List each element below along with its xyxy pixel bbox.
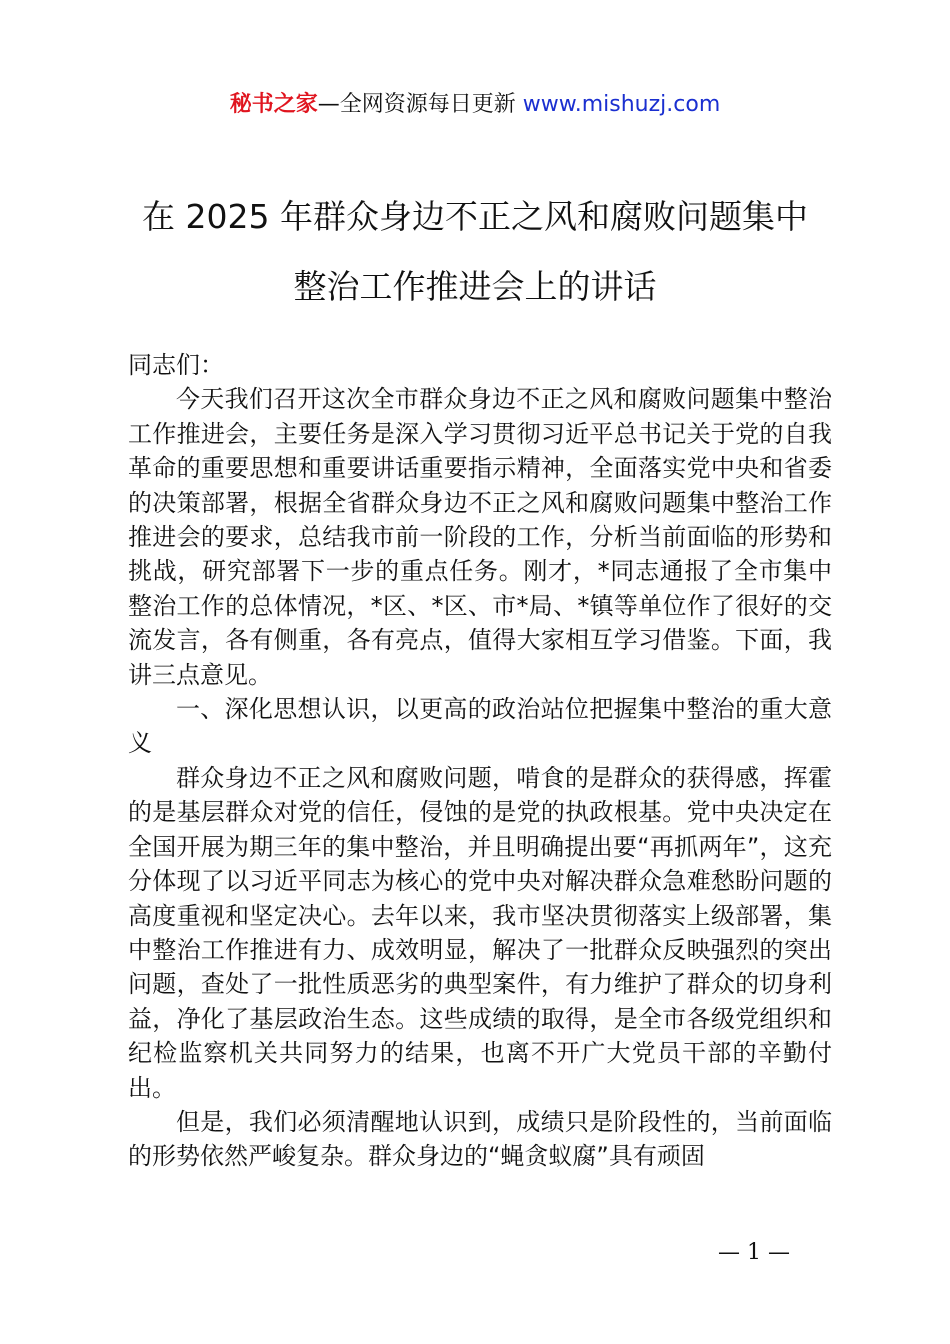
section-heading: 一、深化思想认识，以更高的政治站位把握集中整治的重大意义 — [128, 695, 832, 758]
title-line-2: 整治工作推进会上的讲话 — [293, 267, 657, 306]
site-url-link[interactable]: www.mishuzj.com — [522, 92, 721, 117]
page-number-footer — [0, 1240, 950, 1265]
paragraph: 但是，我们必须清醒地认识到，成绩只是阶段性的，当前面临的形势依然严峻复杂。群众身边的“蝇贪蚁腐”具有顽固 — [128, 1107, 832, 1171]
page-number: — 1 — — [718, 1240, 790, 1265]
paragraph: 群众身边不正之风和腐败问题，啃食的是群众的获得感，挥霍的是基层群众对党的信任，侵蚀的是党的执政根基。党中央决定在全国开展为期三年的集中整治，并且明确提出要“再抓两年”，这充分体现了以习近平同志为核心的党中央对解决群众急难愁盼问题的高度重视和坚定决心。去年以来，我市坚决贯彻落实上级部署，集中整治工作推进有力、成效明显，解决了一批群众反映强烈的突出问题，查处了一批性质恶劣的典型案件，有力维护了群众的切身利益，净化了基层政治生态。这些成绩的取得，是全市各级党组织和纪检监察机关共同努力的结果，也离不开广大党员干部的辛勤付出。 — [128, 763, 832, 1102]
title-line-1: 在 2025 年群众身边不正之风和腐败问题集中 — [142, 197, 808, 236]
site-header — [0, 90, 950, 120]
header-tagline: —全网资源每日更新 — [317, 92, 523, 117]
salutation: 同志们： — [128, 351, 224, 379]
paragraph: 今天我们召开这次全市群众身边不正之风和腐败问题集中整治工作推进会，主要任务是深入学习贯彻习近平总书记关于党的自我革命的重要思想和重要讲话重要指示精神，全面落实党中央和省委的决策部署，根据全省群众身边不正之风和腐败问题集中整治工作推进会的要求，总结我市前一阶段的工作，分析当前面临的形势和挑战，研究部署下一步的重点任务。刚才，*同志通报了全市集中整治工作的总体情况，*区、*区、市*局、*镇等单位作了很好的交流发言，各有侧重，各有亮点，值得大家相互学习借鉴。下面，我讲三点意见。 — [128, 385, 832, 689]
brand-name: 秘书之家 — [229, 92, 318, 117]
document-title — [60, 182, 890, 322]
document-body — [128, 348, 832, 1174]
